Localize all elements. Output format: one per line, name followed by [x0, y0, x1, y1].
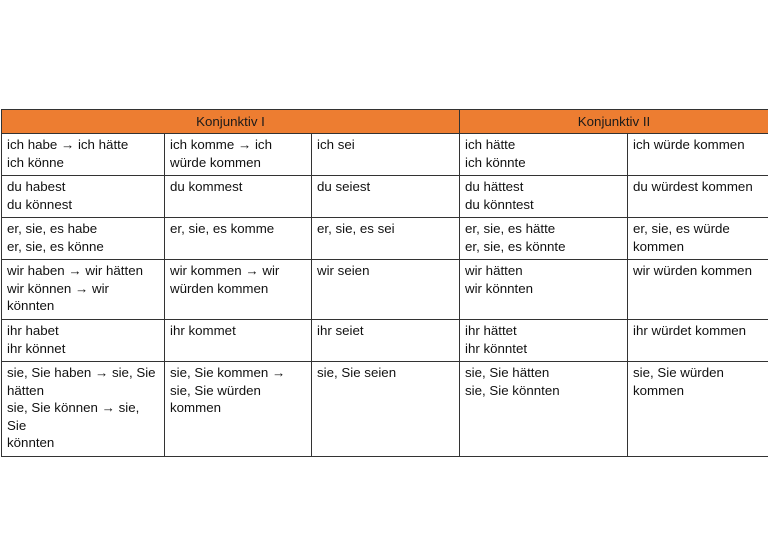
- table-cell: wir haben → wir hätten wir können → wir könnten: [2, 260, 165, 320]
- table-cell: sie, Sie haben → sie, Sie hätten sie, Sie können → sie, Sie könnten: [2, 362, 165, 457]
- table-cell: wir kommen → wir würden kommen: [165, 260, 312, 320]
- table-cell: du habest du könnest: [2, 176, 165, 218]
- header-row: [2, 110, 768, 134]
- table-cell: ihr kommet: [165, 320, 312, 362]
- table-cell: sie, Sie seien: [312, 362, 460, 457]
- table-cell: ich würde kommen: [628, 134, 768, 176]
- header-konjunktiv-1: Konjunktiv I: [2, 110, 460, 134]
- header-konjunktiv-2: Konjunktiv II: [460, 110, 768, 134]
- table-row: [2, 134, 768, 176]
- table-row: [2, 176, 768, 218]
- table-cell: du hättest du könntest: [460, 176, 628, 218]
- table-cell: ihr seiet: [312, 320, 460, 362]
- table-row: [2, 218, 768, 260]
- table-cell: er, sie, es würde kommen: [628, 218, 768, 260]
- table-cell: du kommest: [165, 176, 312, 218]
- table-cell: du würdest kommen: [628, 176, 768, 218]
- table-cell: wir würden kommen: [628, 260, 768, 320]
- table-cell: du seiest: [312, 176, 460, 218]
- table-cell: ihr würdet kommen: [628, 320, 768, 362]
- table-cell: er, sie, es komme: [165, 218, 312, 260]
- table-cell: ich hätte ich könnte: [460, 134, 628, 176]
- table-row: [2, 260, 768, 320]
- table-cell: sie, Sie hätten sie, Sie könnten: [460, 362, 628, 457]
- table-cell: ich habe → ich hätte ich könne: [2, 134, 165, 176]
- table-cell: ich komme → ich würde kommen: [165, 134, 312, 176]
- table-cell: ich sei: [312, 134, 460, 176]
- table-cell: wir seien: [312, 260, 460, 320]
- table-cell: sie, Sie würden kommen: [628, 362, 768, 457]
- table-cell: er, sie, es sei: [312, 218, 460, 260]
- table-row: [2, 320, 768, 362]
- table-cell: er, sie, es hätte er, sie, es könnte: [460, 218, 628, 260]
- table-cell: er, sie, es habe er, sie, es könne: [2, 218, 165, 260]
- table-row: [2, 362, 768, 457]
- table-cell: ihr hättet ihr könntet: [460, 320, 628, 362]
- table-cell: sie, Sie kommen → sie, Sie würden kommen: [165, 362, 312, 457]
- table-cell: ihr habet ihr könnet: [2, 320, 165, 362]
- conjugation-table: [1, 109, 768, 457]
- table-cell: wir hätten wir könnten: [460, 260, 628, 320]
